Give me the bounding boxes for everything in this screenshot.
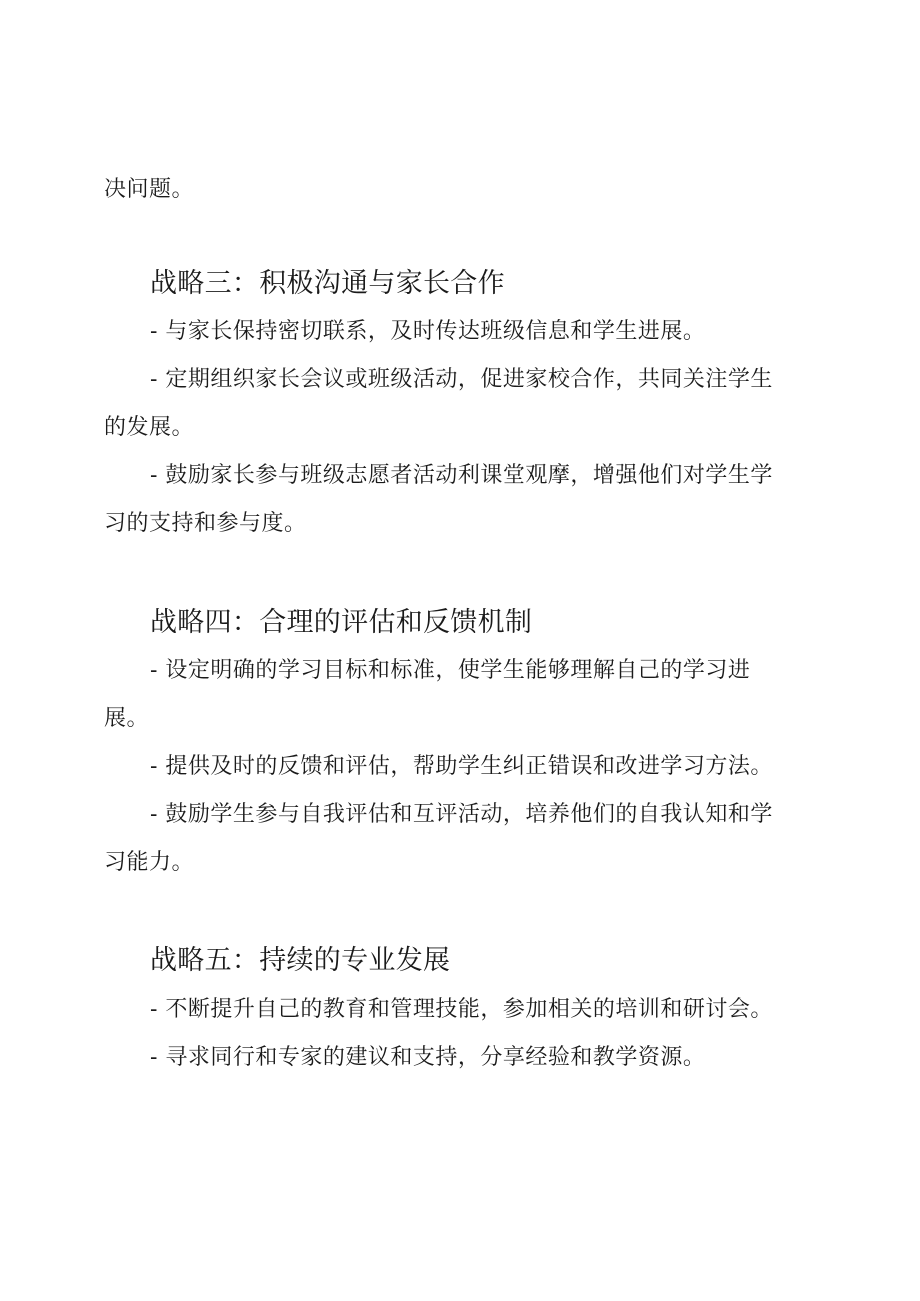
section-heading-3: 战略三：积极沟通与家长合作 xyxy=(150,268,505,299)
continuation-text: 决问题。 xyxy=(104,177,195,202)
list-item-line: - 设定明确的学习目标和标准，使学生能够理解自己的学习进 xyxy=(150,658,751,683)
list-item-line: - 与家长保持密切联系，及时传达班级信息和学生进展。 xyxy=(150,319,706,344)
list-item-line: 习能力。 xyxy=(104,850,195,875)
list-item-line: - 提供及时的反馈和评估，帮助学生纠正错误和改进学习方法。 xyxy=(150,754,773,779)
list-item-line: - 鼓励学生参与自我评估和互评活动，培养他们的自我认知和学 xyxy=(150,802,773,827)
list-item-line: 展。 xyxy=(104,706,150,731)
list-item-line: 习的支持和参与度。 xyxy=(104,511,307,536)
list-item-line: - 不断提升自己的教育和管理技能，参加相关的培训和研讨会。 xyxy=(150,997,773,1022)
list-item-line: 的发展。 xyxy=(104,415,195,440)
list-item-line: - 寻求同行和专家的建议和支持，分享经验和教学资源。 xyxy=(150,1045,706,1070)
list-item-line: - 鼓励家长参与班级志愿者活动利课堂观摩，增强他们对学生学 xyxy=(150,463,773,488)
section-heading-5: 战略五：持续的专业发展 xyxy=(150,945,451,976)
section-heading-4: 战略四：合理的评估和反馈机制 xyxy=(150,607,533,638)
list-item-line: - 定期组织家长会议或班级活动，促进家校合作，共同关注学生 xyxy=(150,367,773,392)
